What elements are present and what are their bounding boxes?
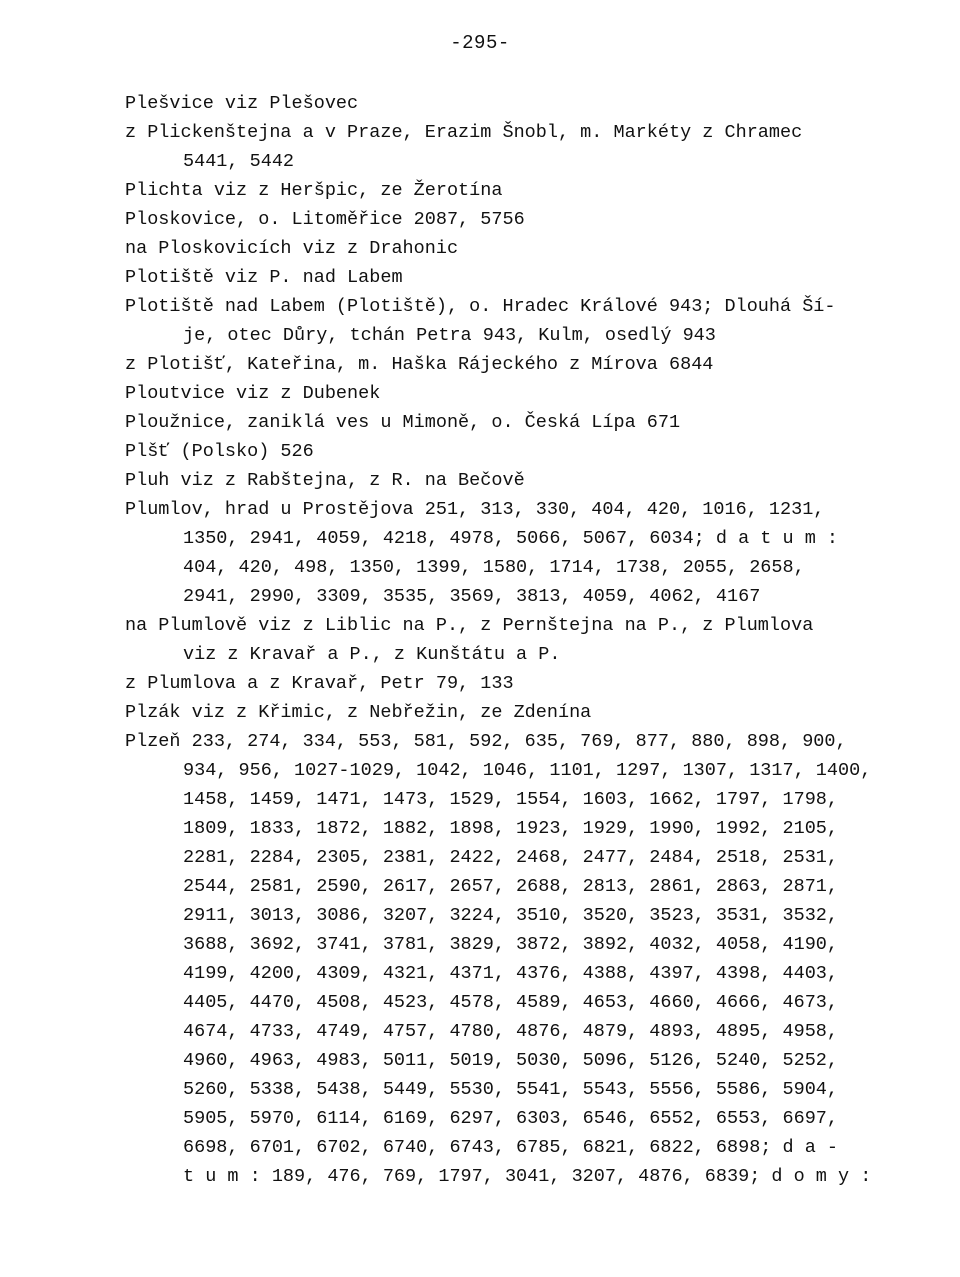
entry-continuation: 934, 956, 1027-1029, 1042, 1046, 1101, 1297, 1307, 1317, 1400, bbox=[183, 760, 872, 781]
entry-continuation: 4199, 4200, 4309, 4321, 4371, 4376, 4388, 4397, 4398, 4403, bbox=[183, 963, 839, 984]
entry-headline: na Ploskovicích viz z Drahonic bbox=[125, 238, 459, 259]
index-entry bbox=[125, 466, 915, 495]
entry-headline: Plotiště nad Labem (Plotiště), o. Hradec Králové 943; Dlouhá Ší- bbox=[125, 296, 836, 317]
entry-continuation: 4674, 4733, 4749, 4757, 4780, 4876, 4879, 4893, 4895, 4958, bbox=[183, 1021, 839, 1042]
entry-headline: Plšť (Polsko) 526 bbox=[125, 441, 314, 462]
index-entries bbox=[125, 89, 915, 1191]
entry-headline: Ploutvice viz z Dubenek bbox=[125, 383, 381, 404]
index-entry bbox=[125, 727, 915, 1191]
entry-continuation: 2941, 2990, 3309, 3535, 3569, 3813, 4059, 4062, 4167 bbox=[183, 586, 761, 607]
page-number: -295- bbox=[450, 32, 510, 54]
entry-headline: na Plumlově viz z Liblic na P., z Pernštejna na P., z Plumlova bbox=[125, 615, 814, 636]
entry-continuation: 6698, 6701, 6702, 6740, 6743, 6785, 6821, 6822, 6898; d a - bbox=[183, 1137, 839, 1158]
entry-continuation: 4960, 4963, 4983, 5011, 5019, 5030, 5096, 5126, 5240, 5252, bbox=[183, 1050, 839, 1071]
index-entry bbox=[125, 176, 915, 205]
entry-headline: Plichta viz z Heršpic, ze Žerotína bbox=[125, 180, 503, 201]
index-entry bbox=[125, 698, 915, 727]
index-entry bbox=[125, 437, 915, 466]
entry-continuation: 1458, 1459, 1471, 1473, 1529, 1554, 1603, 1662, 1797, 1798, bbox=[183, 789, 839, 810]
entry-headline: Plzeň 233, 274, 334, 553, 581, 592, 635, 769, 877, 880, 898, 900, bbox=[125, 731, 847, 752]
index-entry bbox=[125, 234, 915, 263]
entry-continuation: t u m : 189, 476, 769, 1797, 3041, 3207, 4876, 6839; d o m y : bbox=[183, 1166, 872, 1187]
entry-headline: z Plotišť, Kateřina, m. Haška Rájeckého z Mírova 6844 bbox=[125, 354, 714, 375]
entry-continuation: 5905, 5970, 6114, 6169, 6297, 6303, 6546, 6552, 6553, 6697, bbox=[183, 1108, 839, 1129]
index-entry bbox=[125, 292, 915, 350]
entry-continuation: 404, 420, 498, 1350, 1399, 1580, 1714, 1738, 2055, 2658, bbox=[183, 557, 805, 578]
entry-continuation: 2911, 3013, 3086, 3207, 3224, 3510, 3520, 3523, 3531, 3532, bbox=[183, 905, 839, 926]
entry-continuation: 1809, 1833, 1872, 1882, 1898, 1923, 1929, 1990, 1992, 2105, bbox=[183, 818, 839, 839]
entry-continuation: 5441, 5442 bbox=[183, 151, 295, 172]
entry-headline: Ploužnice, zaniklá ves u Mimoně, o. Česká Lípa 671 bbox=[125, 412, 681, 433]
entry-headline: z Plickenštejna a v Praze, Erazim Šnobl, m. Markéty z Chramec bbox=[125, 122, 803, 143]
index-entry bbox=[125, 89, 915, 118]
index-entry bbox=[125, 611, 915, 669]
entry-continuation: 5260, 5338, 5438, 5449, 5530, 5541, 5543, 5556, 5586, 5904, bbox=[183, 1079, 839, 1100]
entry-headline: Pluh viz z Rabštejna, z R. na Bečově bbox=[125, 470, 525, 491]
entry-headline: Ploskovice, o. Litoměřice 2087, 5756 bbox=[125, 209, 525, 230]
index-entry bbox=[125, 205, 915, 234]
entry-continuation: viz z Kravař a P., z Kunštátu a P. bbox=[183, 644, 561, 665]
entry-continuation: 4405, 4470, 4508, 4523, 4578, 4589, 4653, 4660, 4666, 4673, bbox=[183, 992, 839, 1013]
entry-headline: Plotiště viz P. nad Labem bbox=[125, 267, 403, 288]
index-entry bbox=[125, 669, 915, 698]
index-entry bbox=[125, 408, 915, 437]
entry-continuation: 2544, 2581, 2590, 2617, 2657, 2688, 2813, 2861, 2863, 2871, bbox=[183, 876, 839, 897]
index-entry bbox=[125, 379, 915, 408]
entry-headline: Plzák viz z Křimic, z Nebřežin, ze Zdenína bbox=[125, 702, 592, 723]
entry-continuation: je, otec Důry, tchán Petra 943, Kulm, osedlý 943 bbox=[183, 325, 716, 346]
entry-headline: Plešvice viz Plešovec bbox=[125, 93, 359, 114]
entry-continuation: 1350, 2941, 4059, 4218, 4978, 5066, 5067, 6034; d a t u m : bbox=[183, 528, 839, 549]
entry-headline: z Plumlova a z Kravař, Petr 79, 133 bbox=[125, 673, 514, 694]
index-entry bbox=[125, 350, 915, 379]
index-entry bbox=[125, 118, 915, 176]
entry-continuation: 3688, 3692, 3741, 3781, 3829, 3872, 3892, 4032, 4058, 4190, bbox=[183, 934, 839, 955]
entry-continuation: 2281, 2284, 2305, 2381, 2422, 2468, 2477, 2484, 2518, 2531, bbox=[183, 847, 839, 868]
entry-headline: Plumlov, hrad u Prostějova 251, 313, 330, 404, 420, 1016, 1231, bbox=[125, 499, 825, 520]
index-entry bbox=[125, 495, 915, 611]
index-entry bbox=[125, 263, 915, 292]
